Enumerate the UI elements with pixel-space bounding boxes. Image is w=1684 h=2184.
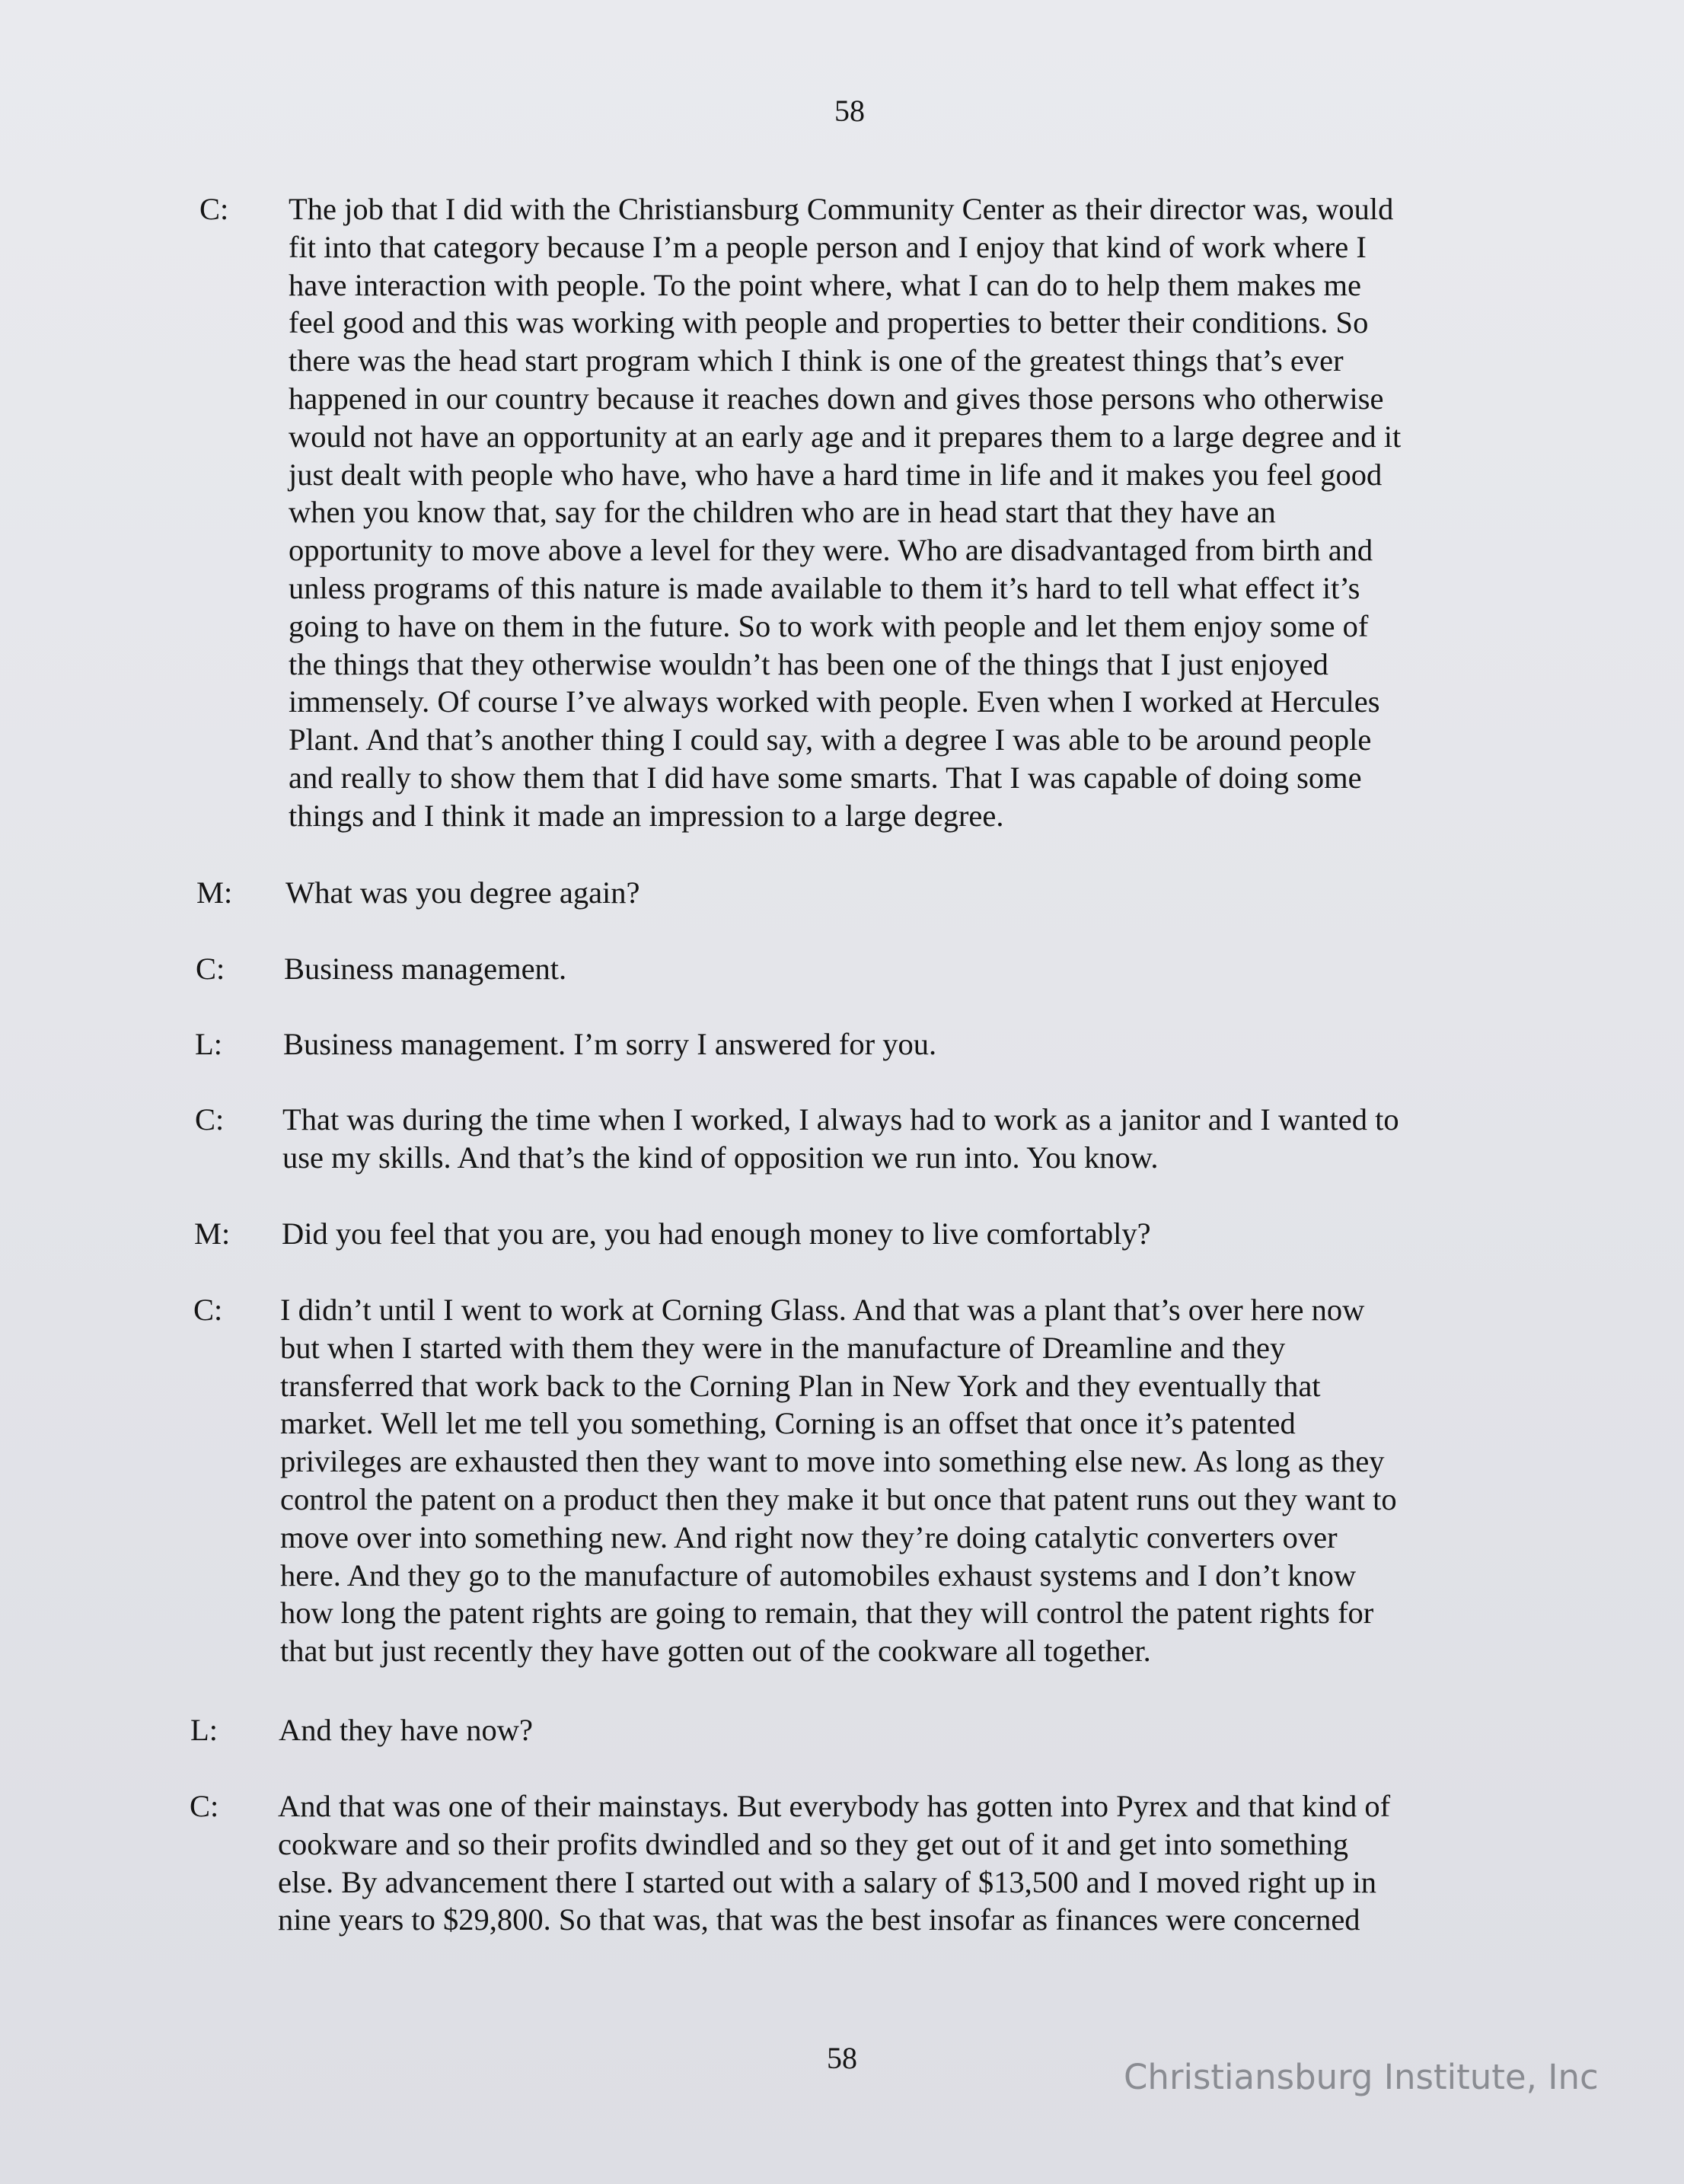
text-line: just dealt with people who have, who have a hard time in life and it makes you feel good — [289, 457, 1383, 492]
speaker-label: M: — [194, 1216, 231, 1251]
text-line: there was the head start program which I think is one of the greatest things that’s ever — [289, 343, 1344, 378]
text-line: What was you degree again? — [285, 875, 640, 910]
text-line: unless programs of this nature is made available to them it’s hard to tell what effect it’s — [289, 570, 1360, 605]
text-line: that but just recently they have gotten out of the cookware all together. — [280, 1634, 1151, 1669]
speaker-label: M: — [196, 875, 233, 910]
text-line: I didn’t until I went to work at Corning Glass. And that was a plant that’s over here now — [280, 1293, 1365, 1327]
text-line: opportunity to move above a level for they were. Who are disadvantaged from birth and — [289, 533, 1373, 568]
text-line: transferred that work back to the Corning Plan in New York and they eventually that — [280, 1368, 1321, 1403]
entry-text — [283, 1025, 936, 1063]
speaker-label: C: — [193, 1293, 223, 1327]
text-line: when you know that, say for the children who are in head start that they have an — [289, 495, 1276, 530]
entry-text — [280, 1291, 1397, 1670]
text-line: nine years to $29,800. So that was, that was the best insofar as finances were concerned — [278, 1902, 1360, 1937]
text-line: here. And they go to the manufacture of automobiles exhaust systems and I don’t know — [280, 1557, 1357, 1593]
text-line: move over into something new. And right now they’re doing catalytic converters over — [280, 1519, 1338, 1554]
text-line: control the patent on a product then they make it but once that patent runs out they want to — [280, 1481, 1397, 1516]
text-line: market. Well let me tell you something, Corning is an offset that once it’s patented — [280, 1406, 1296, 1441]
entry-text — [284, 950, 566, 988]
speaker-label: L: — [195, 1027, 222, 1061]
text-line: else. By advancement there I started out with a salary of $13,500 and I moved right up in — [278, 1864, 1376, 1899]
text-line: and really to show them that I did have some smarts. That I was capable of doing some — [289, 760, 1362, 795]
text-line: have interaction with people. To the point where, what I can do to help them makes me — [289, 267, 1361, 302]
speaker-label: L: — [190, 1713, 218, 1747]
text-line: Business management. — [284, 952, 567, 986]
entry-text — [285, 874, 640, 912]
speaker-label: C: — [190, 1789, 219, 1823]
entry-text — [279, 1711, 533, 1749]
text-line: feel good and this was working with people and properties to better their conditions. So — [289, 305, 1369, 340]
text-line: The job that I did with the Christiansburg Community Center as their director was, would — [289, 192, 1394, 226]
text-line: Did you feel that you are, you had enough money to live comfortably? — [282, 1216, 1151, 1251]
text-line: fit into that category because I’m a people person and I enjoy that kind of work where I — [289, 229, 1367, 264]
text-line: cookware and so their profits dwindled and so they get out of it and get into something — [278, 1826, 1348, 1861]
watermark-text: Christiansburg Institute, Inc — [1124, 2057, 1599, 2097]
speaker-label: C: — [195, 1102, 225, 1137]
text-line: And that was one of their mainstays. But everybody has gotten into Pyrex and that kind of — [278, 1789, 1391, 1823]
text-line: use my skills. And that’s the kind of opposition we run into. You know. — [282, 1140, 1159, 1175]
text-line: privileges are exhausted then they want to move into something else new. As long as they — [280, 1444, 1385, 1479]
speaker-label: C: — [196, 952, 225, 986]
entry-text — [282, 1101, 1399, 1177]
text-line: And they have now? — [279, 1713, 534, 1747]
text-line: Business management. I’m sorry I answered for you. — [283, 1027, 937, 1061]
text-line: going to have on them in the future. So to work with people and let them enjoy some of — [289, 608, 1369, 643]
text-line: That was during the time when I worked, I always had to work as a janitor and I wanted to — [282, 1102, 1399, 1137]
page-number-bottom: 58 — [827, 2041, 857, 2075]
text-line: immensely. Of course I’ve always worked with people. Even when I worked at Hercules — [289, 684, 1380, 719]
text-line: the things that they otherwise wouldn’t has been one of the things that I just enjoyed — [289, 646, 1328, 681]
text-line: Plant. And that’s another thing I could say, with a degree I was able to be around people — [289, 722, 1372, 757]
text-line: happened in our country because it reaches down and gives those persons who otherwise — [289, 381, 1384, 416]
speaker-label: C: — [199, 192, 229, 226]
text-line: would not have an opportunity at an early age and it prepares them to a large degree and it — [289, 419, 1402, 454]
entry-text — [282, 1215, 1151, 1253]
page-number-top: 58 — [834, 94, 865, 128]
entry-text — [278, 1787, 1390, 1939]
entry-text — [289, 190, 1401, 835]
text-line: things and I think it made an impression to a large degree. — [289, 798, 1004, 833]
text-line: but when I started with them they were in the manufacture of Dreamline and they — [280, 1330, 1286, 1365]
text-line: how long the patent rights are going to remain, that they will control the patent rights for — [280, 1596, 1374, 1631]
